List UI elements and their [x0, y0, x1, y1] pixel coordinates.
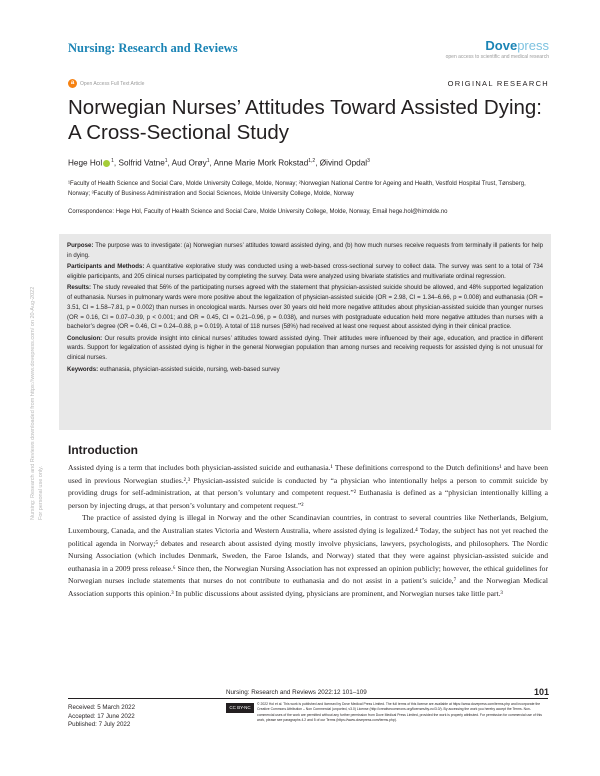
personal-use-watermark: For personal use only.	[38, 465, 44, 520]
open-access-label: Open Access Full Text Article	[80, 80, 145, 87]
download-watermark: Nursing: Research and Reviews downloaded from https://www.dovepress.com/ on 20-Aug-2022	[30, 286, 36, 520]
author-affil-sup: 3	[367, 158, 370, 164]
received-date: Received: 5 March 2022	[68, 704, 136, 711]
publisher-logo-bold: Dove	[485, 38, 518, 53]
abstract-conclusion	[67, 334, 543, 363]
page-number: 101	[533, 687, 549, 697]
author-name[interactable]: Hege Hol	[68, 158, 103, 168]
author-affil-sup: 1	[206, 158, 210, 164]
correspondence: Correspondence: Hege Hol, Faculty of Health Science and Social Care, Molde University College, Molde, Norway, Email hege.hol@himolde.no	[68, 209, 448, 215]
abstract-label: Results:	[67, 284, 92, 292]
abstract-label: Participants and Methods:	[67, 263, 145, 271]
abstract-purpose	[67, 241, 543, 261]
orcid-icon[interactable]	[103, 160, 110, 167]
journal-title[interactable]: Nursing: Research and Reviews	[68, 41, 238, 55]
abstract-label: Conclusion:	[67, 334, 103, 342]
abstract-label: Purpose:	[67, 242, 94, 249]
abstract-text: A quantitative explorative study was conducted using a web-based cross-sectional survey to collect data. The survey was sent to a total of 734 eligible participants, and 205 clinical nurses participated by completing the survey. Data were analyzed using bivariate statistics and multivariate ordinal regression.	[67, 263, 543, 280]
abstract-text: The purpose was to investigate: (a) Norwegian nurses’ attitudes toward assisted dying, and (b) how much nurses receive requests from terminally ill patients for help in dying.	[67, 242, 543, 259]
cc-license-icon[interactable]: CC BY-NC	[226, 703, 254, 713]
author-affil-sup: 1,2	[308, 158, 316, 164]
article-title: Norwegian Nurses’ Attitudes Toward Assisted Dying: A Cross-Sectional Study	[68, 96, 543, 144]
abstract-methods	[67, 262, 543, 282]
author-name[interactable]: Solfrid Vatne	[118, 158, 165, 168]
abstract-text: The study revealed that 56% of the participating nurses agreed with the statement that physician-assisted suicide should be allowed, and 48% supported legalization of euthanasia. Nurses in pulmonary wards were more positive about the legalization of physician-assisted suicide (OR = 2.98, CI = 1.34–6.66, p = 0.008) and euthanasia (OR = 3.51, CI = 1.58–7.81, p = 0.002) than nurses in oncological wards. Nurses over 30 years old held more negative attitudes about physician-assisted suicide than younger nurses (OR = 0.16, CI = 0.07–0.39, p < 0.001; and OR = 0.45, CI = 0.21–0.96, p = 0.038), and nurses with postgraduate education held more negative attitudes than nurses with a bachelor’s degree (OR = 0.46, CI = 0.24–0.88, p = 0.019). A total of 118 nurses (58%) had received at least one request about assisted dying in their clinical practice.	[67, 284, 543, 331]
open-access-badge	[68, 79, 144, 88]
author-name[interactable]: Anne Marie Mork Rokstad	[213, 158, 309, 168]
author-name[interactable]: Øivind Opdal	[319, 158, 368, 168]
abstract-text: euthanasia, physician-assisted suicide, nursing, web-based survey	[99, 365, 280, 373]
footer-divider	[68, 698, 548, 699]
abstract-label: Keywords:	[67, 365, 99, 373]
abstract-keywords	[67, 365, 543, 375]
abstract-box	[59, 234, 551, 430]
open-access-icon: a	[68, 79, 77, 88]
publisher-tagline: open access to scientific and medical research	[445, 54, 549, 60]
published-date: Published: 7 July 2022	[68, 721, 131, 728]
introduction-body	[68, 462, 548, 601]
author-affil-sup: 1	[111, 158, 114, 164]
author-list: Hege Hol $^1$, Solfrid Vatne$^1$, Aud Orøy$^1$, Anne Marie Mork Rokstad$^{1,2}$, Øivind Opdal$^3$	[68, 158, 370, 168]
article-type: ORIGINAL RESEARCH	[447, 79, 549, 88]
author-affil-sup: 1	[164, 158, 168, 164]
license-text: © 2022 Hol et al. This work is published and licensed by Dove Medical Press Limited. The full terms of this license are available at https://www.dovepress.com/terms.php and incorporate the Creative Commons Attribution – Non Commercial (unported, v3.0) License (http://creativecommons.org/licenses/by-nc/3.0/). By accessing the work you hereby accept the Terms. Non-commercial uses of the work are permitted without any further permission from Dove Medical Press Limited, provided the work is properly attributed. For permission for commercial use of this work, please see paragraphs 4.2 and 5 of our Terms (https://www.dovepress.com/terms.php).	[257, 702, 542, 723]
publisher-logo[interactable]	[485, 38, 549, 53]
footer-citation[interactable]: Nursing: Research and Reviews 2022:12 101–109	[226, 689, 367, 696]
abstract-results	[67, 283, 543, 332]
accepted-date: Accepted: 17 June 2022	[68, 712, 135, 720]
introduction-heading: Introduction	[68, 443, 138, 457]
abstract-text: Our results provide insight into clinical nurses’ attitudes toward assisted dying. Their attitudes were influenced by their age, education, and practice in different wards. Support for legalization of assisted dying is higher in the general Norwegian population than among nurses and receiving requests for assisted dying is not unusual for clinical nurses.	[67, 334, 543, 362]
paragraph: The practice of assisted dying is illegal in Norway and the other Scandinavian countries, in contrast to several countries like Netherlands, Belgium, Luxembourg, Canada, and the Australian states Victoria and Western Australia, where assisted dying is legalized.⁴ Today, the subject has not yet reached the political agenda in Norway;⁵ debates and research about assisted dying mostly involve physicians, lawyers, psychologists, and philosophers. The Nordic Nursing Association (which includes Denmark, Sweden, the Faroe Islands, and Norway) stated that they were against physician-assisted suicide and euthanasia in a 2009 press release.⁶ Since then, the Norwegian Nursing Association has not expressed an opinion publicly; however, the ethical guidelines for Norwegian nurses include statements that nurses do not contribute to euthanasia and do not assist in a patient’s suicide,⁷ and the Norwegian Medical Association supports this opinion.³ In public discussions about assisted dying, physicians are prominent, and Norwegian nurses take little part.³	[68, 513, 548, 598]
article-dates	[68, 704, 135, 730]
publisher-logo-light: press	[517, 38, 549, 53]
author-name[interactable]: Aud Orøy	[171, 158, 207, 168]
paragraph: Assisted dying is a term that includes both physician-assisted suicide and euthanasia.¹ These definitions correspond to the Dutch definitions¹ and have been used in previous Norwegian studies.²,³ Physician-assisted suicide is conducted by “a physician who intentionally helps a person to commit suicide by providing drugs for self-administration, at that person’s voluntary and competent request.”² Euthanasia is defined as a “physician intentionally killing a person by injecting drugs, at that person’s voluntary and competent request.”²	[68, 463, 548, 510]
affiliations: ¹Faculty of Health Science and Social Care, Molde University College, Molde, Norway; ²Norwegian National Centre for Ageing and Health, Vestfold Hospital Trust, Tønsberg, Norway; ³Faculty of Business Administration and Social Sciences, Molde University College, Molde, Norway	[68, 181, 526, 197]
